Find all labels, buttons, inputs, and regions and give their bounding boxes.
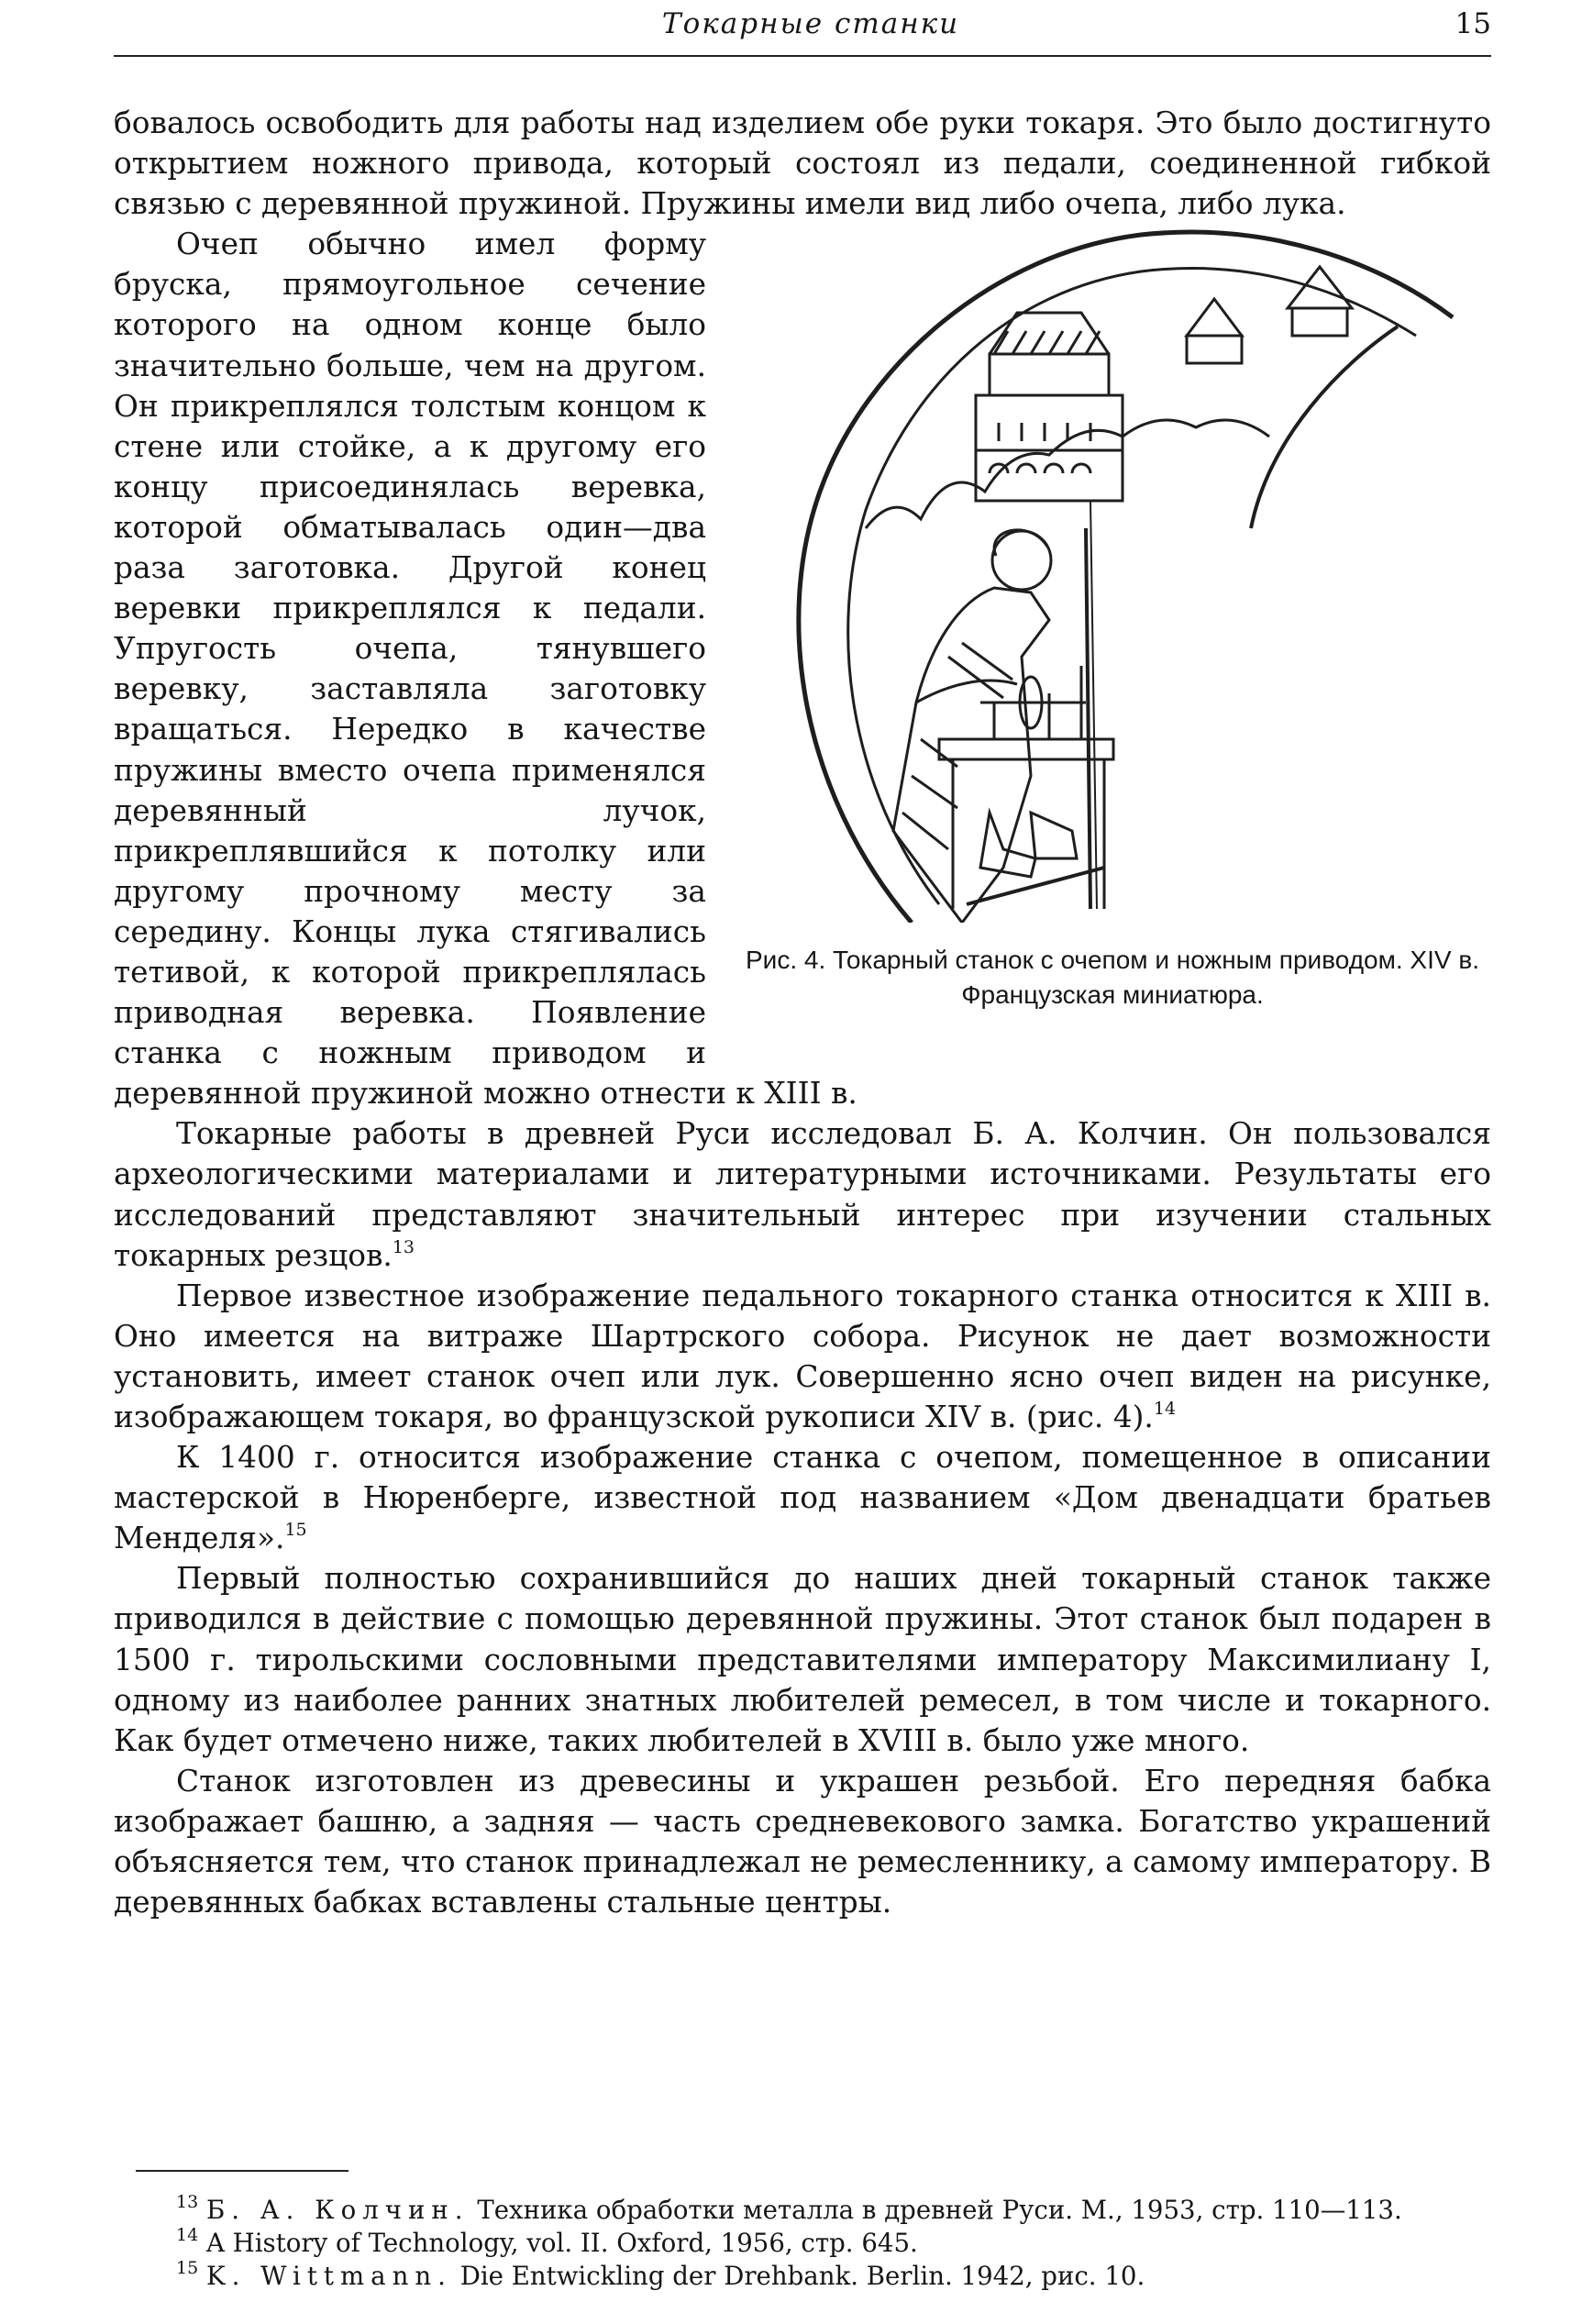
page-header [114,0,1491,57]
footnote-text: A History of Technology, vol. II. Oxford, 1956, стр. 645. [205,2228,918,2258]
body-text [114,103,1491,1922]
paragraph-4-text: Первое известное изображение педального токарного станка относится к XIII в. Оно имеется на витраже Шартрского собора. Рисунок не дает возможности установить, имеет станок очеп или лук. Совершенно ясно очеп виден на рисунке, изображающем токаря, во французской рукописи XIV в. (рис. 4). [114,1278,1491,1434]
footnote-ref-13[interactable]: 13 [392,1236,415,1257]
paragraph-7: Станок изготовлен из древесины и украшен резьбой. Его передняя бабка изображает башню, а задняя — часть средневекового замка. Богатство украшений объясняется тем, что станок принадлежал не ремесленнику, а самому императору. В деревянных бабках вставлены стальные центры. [114,1763,1491,1920]
footnote-number: 13 [176,2191,199,2212]
page-number: 15 [1455,7,1491,40]
footnotes [114,2191,1491,2293]
paragraph-3-text: Токарные работы в древней Руси исследовал Б. А. Колчин. Он пользовался археологическими материалами и литературными источниками. Результаты его исследований представляют значительный интерес при изучении стальных токарных резцов. [114,1116,1491,1273]
footnote-13 [114,2191,1491,2227]
footnote-author: K. Wittmann. [205,2261,452,2291]
figure-4 [734,226,1491,1051]
lathe-miniature-illustration [756,226,1471,923]
paragraph-6: Первый полностью сохранившийся до наших дней токарный станок также приводился в действие с помощью деревянной пружины. Этот станок был подарен в 1500 г. тирольскими сословными представителями императору Максимилиану I, одному из наиболее ранних знатных любителей ремесел, в том числе и токарного. Как будет отмечено ниже, таких любителей в XVIII в. было уже много. [114,1561,1491,1758]
footnote-15 [114,2257,1491,2293]
paragraph-1: бовалось освободить для работы над изделием обе руки токаря. Это было достигнуто открытием ножного привода, который состоял из педали, соединенной гибкой связью с деревянной пружиной. Пружины имели вид либо очепа, либо лука. [114,105,1491,222]
paragraph-4 [114,1276,1491,1437]
paragraph-3 [114,1113,1491,1275]
footnote-ref-15[interactable]: 15 [284,1520,307,1541]
footnote-number: 15 [176,2257,199,2278]
footnote-number: 14 [176,2224,199,2245]
figure-caption: Рис. 4. Токарный станок с очепом и ножным приводом. XIV в. Французская миниатюра. [746,946,1479,1010]
paragraph-5 [114,1437,1491,1558]
paragraph-5-text: К 1400 г. относится изображение станка с очепом, помещенное в описании мастерской в Нюренберге, известной под названием «Дом двенадцати братьев Менделя». [114,1440,1491,1556]
running-title: Токарные станки [661,7,960,40]
footnote-ref-14[interactable]: 14 [1153,1399,1177,1420]
footnote-text: Техника обработки металла в древней Руси. М., 1953, стр. 110—113. [477,2195,1402,2225]
footnote-author: Б. А. Колчин. [205,2195,470,2225]
footnote-divider [136,2170,348,2172]
paragraph-2: Очеп обычно имел форму бруска, прямоугольное сечение которого на одном конце было значительно больше, чем на другом. Он прикреплялся толстым концом к стене или стойке, а к другому его концу присоединялась веревка, которой обматывалась один—два раза заготовка. Другой конец веревки прикреплялся к педали. Упругость очепа, тянувшего веревку, заставляла заготовку вращаться. Нередко в качестве пружины вместо очепа применялся деревянный лучок, прикреплявшийся к потолку или другому прочному месту за середину. Концы лука стягивались тетивой, к которой прикреплялась приводная веревка. Появление станка с ножным приводом и деревянной пружиной можно отнести к XIII в. [114,227,857,1112]
footnote-14 [114,2224,1491,2260]
footnote-text: Die Entwickling der Drehbank. Berlin. 1942, рис. 10. [459,2261,1145,2291]
